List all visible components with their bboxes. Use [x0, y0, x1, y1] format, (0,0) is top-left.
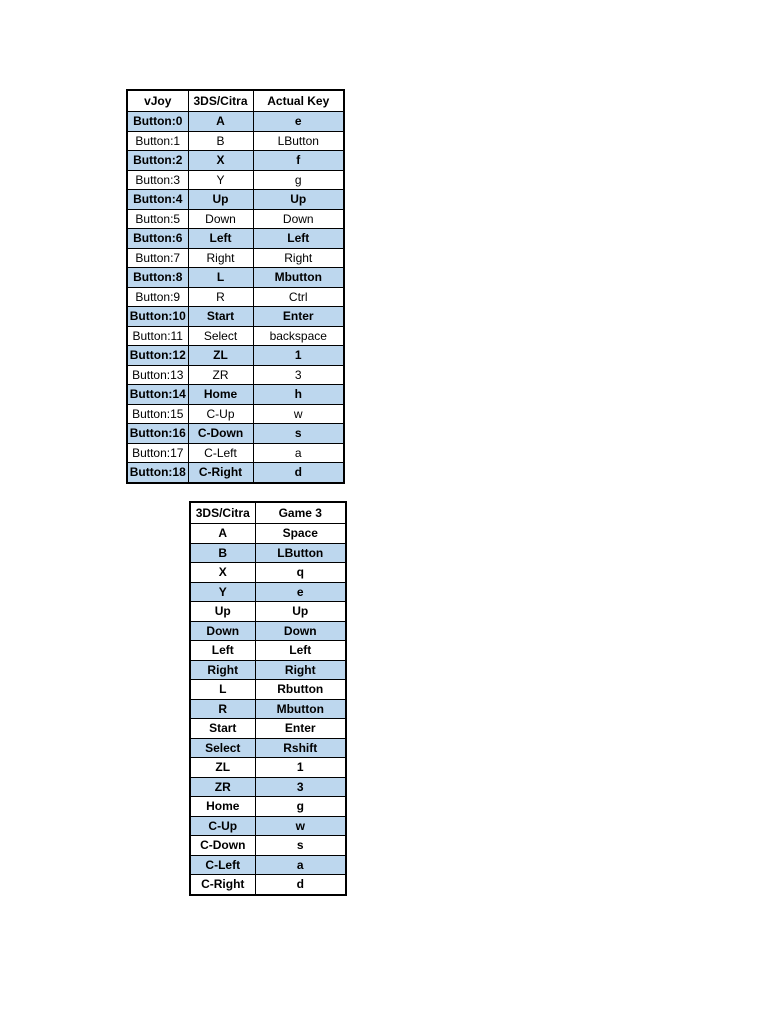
table-cell: LButton — [253, 131, 344, 151]
table-cell: e — [253, 112, 344, 132]
table-cell: w — [253, 404, 344, 424]
table-cell: Select — [190, 738, 255, 758]
table-header-row — [190, 502, 346, 524]
table-cell: C-Right — [188, 463, 253, 483]
table-cell: Down — [188, 209, 253, 229]
table-cell: Button:5 — [127, 209, 188, 229]
table-cell: A — [190, 524, 255, 544]
table-row — [190, 777, 346, 797]
table-cell: L — [190, 680, 255, 700]
table-cell: L — [188, 268, 253, 288]
column-header-3ds-citra: 3DS/Citra — [188, 90, 253, 112]
column-header-game-3: Game 3 — [255, 502, 346, 524]
table-cell: Button:8 — [127, 268, 188, 288]
table-cell: Space — [255, 524, 346, 544]
table-row — [127, 248, 344, 268]
table-cell: Down — [255, 621, 346, 641]
table-cell: X — [188, 151, 253, 171]
table-row — [127, 424, 344, 444]
vjoy-mapping-table — [126, 89, 345, 484]
table-row — [127, 443, 344, 463]
table-cell: Right — [190, 660, 255, 680]
table-row — [190, 816, 346, 836]
table-cell: d — [253, 463, 344, 483]
table-cell: Button:0 — [127, 112, 188, 132]
table-cell: Down — [253, 209, 344, 229]
table-row — [127, 131, 344, 151]
table-cell: Button:16 — [127, 424, 188, 444]
table-row — [190, 738, 346, 758]
table-cell: LButton — [255, 543, 346, 563]
table-row — [190, 719, 346, 739]
table-cell: ZL — [188, 346, 253, 366]
table-cell: R — [190, 699, 255, 719]
table-row — [190, 563, 346, 583]
table-cell: Enter — [255, 719, 346, 739]
table-cell: Right — [255, 660, 346, 680]
table-cell: Down — [190, 621, 255, 641]
table-cell: Up — [253, 190, 344, 210]
table-row — [127, 346, 344, 366]
table-cell: e — [255, 582, 346, 602]
table-cell: Button:4 — [127, 190, 188, 210]
table-cell: Enter — [253, 307, 344, 327]
table-cell: w — [255, 816, 346, 836]
table-cell: Button:7 — [127, 248, 188, 268]
table-row — [190, 797, 346, 817]
table-cell: B — [190, 543, 255, 563]
table-row — [127, 151, 344, 171]
table-cell: Home — [188, 385, 253, 405]
table-row — [190, 543, 346, 563]
table-cell: Button:2 — [127, 151, 188, 171]
table-cell: Mbutton — [253, 268, 344, 288]
table-cell: Left — [253, 229, 344, 249]
table-cell: ZL — [190, 758, 255, 778]
table-cell: Left — [190, 641, 255, 661]
table-cell: Button:6 — [127, 229, 188, 249]
table-cell: A — [188, 112, 253, 132]
table-row — [127, 463, 344, 483]
column-header-3ds-citra: 3DS/Citra — [190, 502, 255, 524]
table-cell: Left — [255, 641, 346, 661]
table-cell: Select — [188, 326, 253, 346]
table-cell: C-Left — [190, 855, 255, 875]
table-cell: Button:1 — [127, 131, 188, 151]
table-cell: Button:9 — [127, 287, 188, 307]
table-cell: a — [253, 443, 344, 463]
table-cell: Button:3 — [127, 170, 188, 190]
table-cell: Up — [190, 602, 255, 622]
table-cell: Y — [190, 582, 255, 602]
table-row — [190, 875, 346, 895]
table-row — [127, 307, 344, 327]
table-cell: Button:11 — [127, 326, 188, 346]
table-row — [127, 170, 344, 190]
table-cell: q — [255, 563, 346, 583]
table-cell: C-Up — [188, 404, 253, 424]
table-cell: Start — [188, 307, 253, 327]
table-cell: Button:14 — [127, 385, 188, 405]
table-cell: Button:13 — [127, 365, 188, 385]
table-cell: C-Left — [188, 443, 253, 463]
table-row — [190, 758, 346, 778]
table-cell: Mbutton — [255, 699, 346, 719]
table-cell: backspace — [253, 326, 344, 346]
table-header-row — [127, 90, 344, 112]
table-row — [127, 385, 344, 405]
table-cell: 1 — [255, 758, 346, 778]
table-row — [127, 229, 344, 249]
table-row — [190, 602, 346, 622]
table-cell: Y — [188, 170, 253, 190]
table-cell: d — [255, 875, 346, 895]
table-cell: 3 — [253, 365, 344, 385]
table-cell: Left — [188, 229, 253, 249]
table-row — [190, 699, 346, 719]
table-cell: C-Down — [188, 424, 253, 444]
table-cell: C-Right — [190, 875, 255, 895]
table-cell: R — [188, 287, 253, 307]
table-cell: h — [253, 385, 344, 405]
table-row — [190, 660, 346, 680]
table-cell: Home — [190, 797, 255, 817]
table-row — [190, 855, 346, 875]
table-row — [127, 268, 344, 288]
table-row — [190, 641, 346, 661]
table-cell: g — [255, 797, 346, 817]
table-cell: g — [253, 170, 344, 190]
table-cell: Up — [188, 190, 253, 210]
table-cell: Button:12 — [127, 346, 188, 366]
table-row — [190, 680, 346, 700]
table-row — [127, 365, 344, 385]
game3-mapping-table — [189, 501, 347, 896]
table-cell: 3 — [255, 777, 346, 797]
table-row — [127, 112, 344, 132]
table-cell: s — [255, 836, 346, 856]
table-cell: Rshift — [255, 738, 346, 758]
column-header-actual-key: Actual Key — [253, 90, 344, 112]
table-cell: B — [188, 131, 253, 151]
column-header-vjoy: vJoy — [127, 90, 188, 112]
table-cell: f — [253, 151, 344, 171]
table-row — [127, 404, 344, 424]
table-row — [190, 524, 346, 544]
table-cell: Rbutton — [255, 680, 346, 700]
table-cell: ZR — [190, 777, 255, 797]
table-row — [127, 190, 344, 210]
table-cell: Start — [190, 719, 255, 739]
table-cell: Right — [253, 248, 344, 268]
table-row — [127, 287, 344, 307]
table-cell: C-Up — [190, 816, 255, 836]
table-row — [190, 621, 346, 641]
table-row — [190, 836, 346, 856]
table-cell: X — [190, 563, 255, 583]
table-cell: Up — [255, 602, 346, 622]
table-row — [127, 209, 344, 229]
table-cell: Button:18 — [127, 463, 188, 483]
table-cell: Button:10 — [127, 307, 188, 327]
table-cell: Button:15 — [127, 404, 188, 424]
table-cell: Ctrl — [253, 287, 344, 307]
table-cell: C-Down — [190, 836, 255, 856]
table-cell: Button:17 — [127, 443, 188, 463]
table-cell: a — [255, 855, 346, 875]
table-cell: Right — [188, 248, 253, 268]
table-row — [127, 326, 344, 346]
table-cell: ZR — [188, 365, 253, 385]
table-row — [190, 582, 346, 602]
table-cell: 1 — [253, 346, 344, 366]
table-cell: s — [253, 424, 344, 444]
